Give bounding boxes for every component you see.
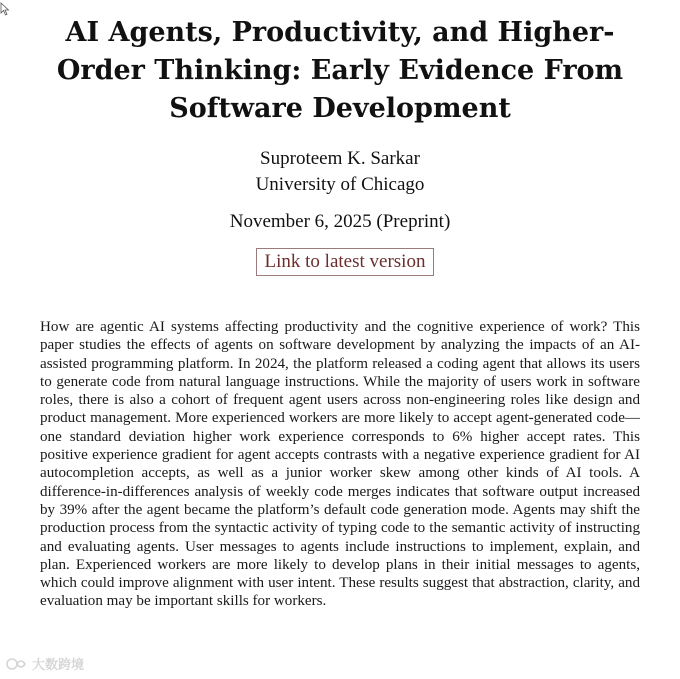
paper-title: AI Agents, Productivity, and Higher-Order Thinking: Early Evidence From Software Development: [56, 17, 624, 124]
author-name: Suproteem K. Sarkar: [260, 148, 420, 169]
watermark-logo-icon: [6, 656, 28, 672]
abstract-text: How are agentic AI systems affecting productivity and the cognitive experience of work? This paper studies the effects of agents on software development by analyzing the impacts of an AI-assisted programming platform. In 2024, the platform released a coding agent that allows its users to generate code from natural language instructions. While the majority of users work in software roles, there is also a cohort of frequent agent users across non-engineering roles like design and product management. More experienced workers are more likely to accept agent-generated code—one standard deviation higher work experience corresponds to 6% higher accept rates. This positive experience gradient for agent accepts contrasts with a negative experience gradient for AI autocompletion accepts, as well as a junior worker skew among other kinds of AI tools. A difference-in-differences analysis of weekly code merges indicates that software output increased by 39% after the agent became the platform’s default code generation mode. Agents may shift the production process from the syntactic activity of typing code to the semantic activity of instructing and evaluating agents. User messages to agents include instructions to implement, explain, and plan. Experienced workers are more likely to develop plans in their initial messages to agents, which could improve alignment with user intent. These results suggest that abstraction, clarity, and evaluation may be important skills for workers.: [40, 319, 640, 610]
publication-date: November 6, 2025 (Preprint): [229, 211, 451, 232]
latest-version-link[interactable]: Link to latest version: [256, 248, 434, 276]
author-affiliation: University of Chicago: [255, 174, 425, 195]
watermark: [6, 654, 84, 673]
watermark-text: 大数跨境: [32, 658, 85, 673]
cursor-icon: [0, 2, 10, 16]
